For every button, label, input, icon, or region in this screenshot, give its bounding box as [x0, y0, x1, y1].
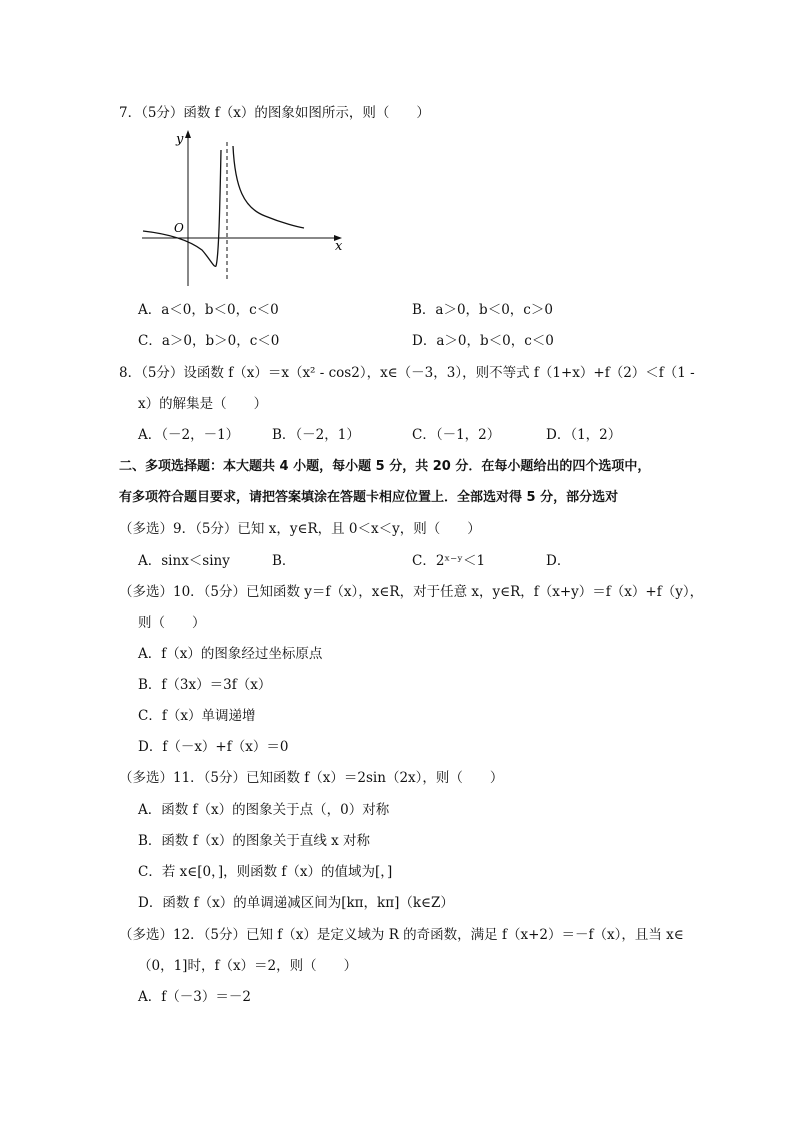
q9-option-d[interactable]: D．	[546, 553, 571, 569]
y-axis-label: y	[176, 132, 184, 147]
q8-option-a[interactable]: A．（－2，－1）	[138, 427, 240, 443]
q10-option-c[interactable]: C．f（x）单调递增	[138, 708, 256, 724]
x-axis-label: x	[335, 239, 343, 254]
q8-stem-line1: 8．（5分）设函数 f（x）＝x（x² - cos2），x∈（－3，3），则不等式 f（1+x）+f（2）＜f（1 -	[119, 365, 695, 381]
q11-option-c[interactable]: C．若 x∈[0，]，则函数 f（x）的值域为[，]	[138, 864, 393, 880]
q12-option-a[interactable]: A．f（－3）＝－2	[138, 989, 251, 1005]
y-axis-arrow	[185, 130, 191, 138]
q9-option-c[interactable]: C．2ˣ⁻ʸ＜1	[412, 553, 486, 569]
q9-option-b[interactable]: B．	[272, 553, 296, 569]
q11-option-a[interactable]: A．函数 f（x）的图象关于点（，0）对称	[138, 802, 390, 818]
q7-option-d[interactable]: D．a＞0，b＜0，c＜0	[412, 333, 554, 349]
q10-option-a[interactable]: A．f（x）的图象经过坐标原点	[138, 646, 323, 662]
q11-stem: （多选）11．（5分）已知函数 f（x）＝2sin（2x），则（ ）	[119, 770, 504, 786]
q7-option-a[interactable]: A．a＜0，b＜0，c＜0	[138, 302, 279, 318]
q7-option-c[interactable]: C．a＞0，b＞0，c＜0	[138, 333, 280, 349]
q8-option-c[interactable]: C．（－1，2）	[412, 427, 501, 443]
section2-heading-line2: 有多项符合题目要求，请把答案填涂在答题卡相应位置上．全部选对得 5 分，部分选对	[119, 490, 619, 505]
q8-option-b[interactable]: B．（－2，1）	[272, 427, 360, 443]
curve-left-branch	[143, 150, 221, 266]
q10-option-b[interactable]: B．f（3x）＝3f（x）	[138, 677, 272, 693]
q8-stem-line2: x）的解集是（ ）	[138, 396, 268, 412]
q11-option-d[interactable]: D．函数 f（x）的单调递减区间为[kπ，kπ]（k∈Z）	[138, 895, 454, 911]
q11-option-b[interactable]: B．函数 f（x）的图象关于直线 x 对称	[138, 833, 371, 849]
q7-stem: 7．（5分）函数 f（x）的图象如图所示，则（ ）	[119, 105, 430, 121]
section2-heading-line1: 二、多项选择题：本大题共 4 小题，每小题 5 分，共 20 分．在每小题给出的四个选项中，	[119, 459, 651, 474]
origin-label: O	[174, 221, 184, 235]
curve-right-branch	[233, 146, 304, 228]
q9-option-a[interactable]: A．sinx＜siny	[138, 553, 230, 569]
q8-option-d[interactable]: D．（1，2）	[546, 427, 622, 443]
q10-stem-line1: （多选）10．（5分）已知函数 y＝f（x），x∈R，对于任意 x，y∈R，f（x+y）＝f（x）+f（y），	[119, 584, 704, 600]
function-graph	[140, 128, 350, 293]
q12-stem-line2: （0，1]时，f（x）＝2，则（ ）	[138, 958, 358, 974]
q7-option-b[interactable]: B．a＞0，b＜0，c＞0	[412, 302, 553, 318]
q10-stem-line2: 则（ ）	[138, 615, 206, 631]
q12-stem-line1: （多选）12．（5分）已知 f（x）是定义域为 R 的奇函数，满足 f（x+2）＝－f（x），且当 x∈	[119, 927, 684, 943]
q10-option-d[interactable]: D．f（－x）+f（x）＝0	[138, 739, 289, 755]
q9-stem: （多选）9．（5分）已知 x，y∈R，且 0＜x＜y，则（ ）	[119, 521, 481, 537]
